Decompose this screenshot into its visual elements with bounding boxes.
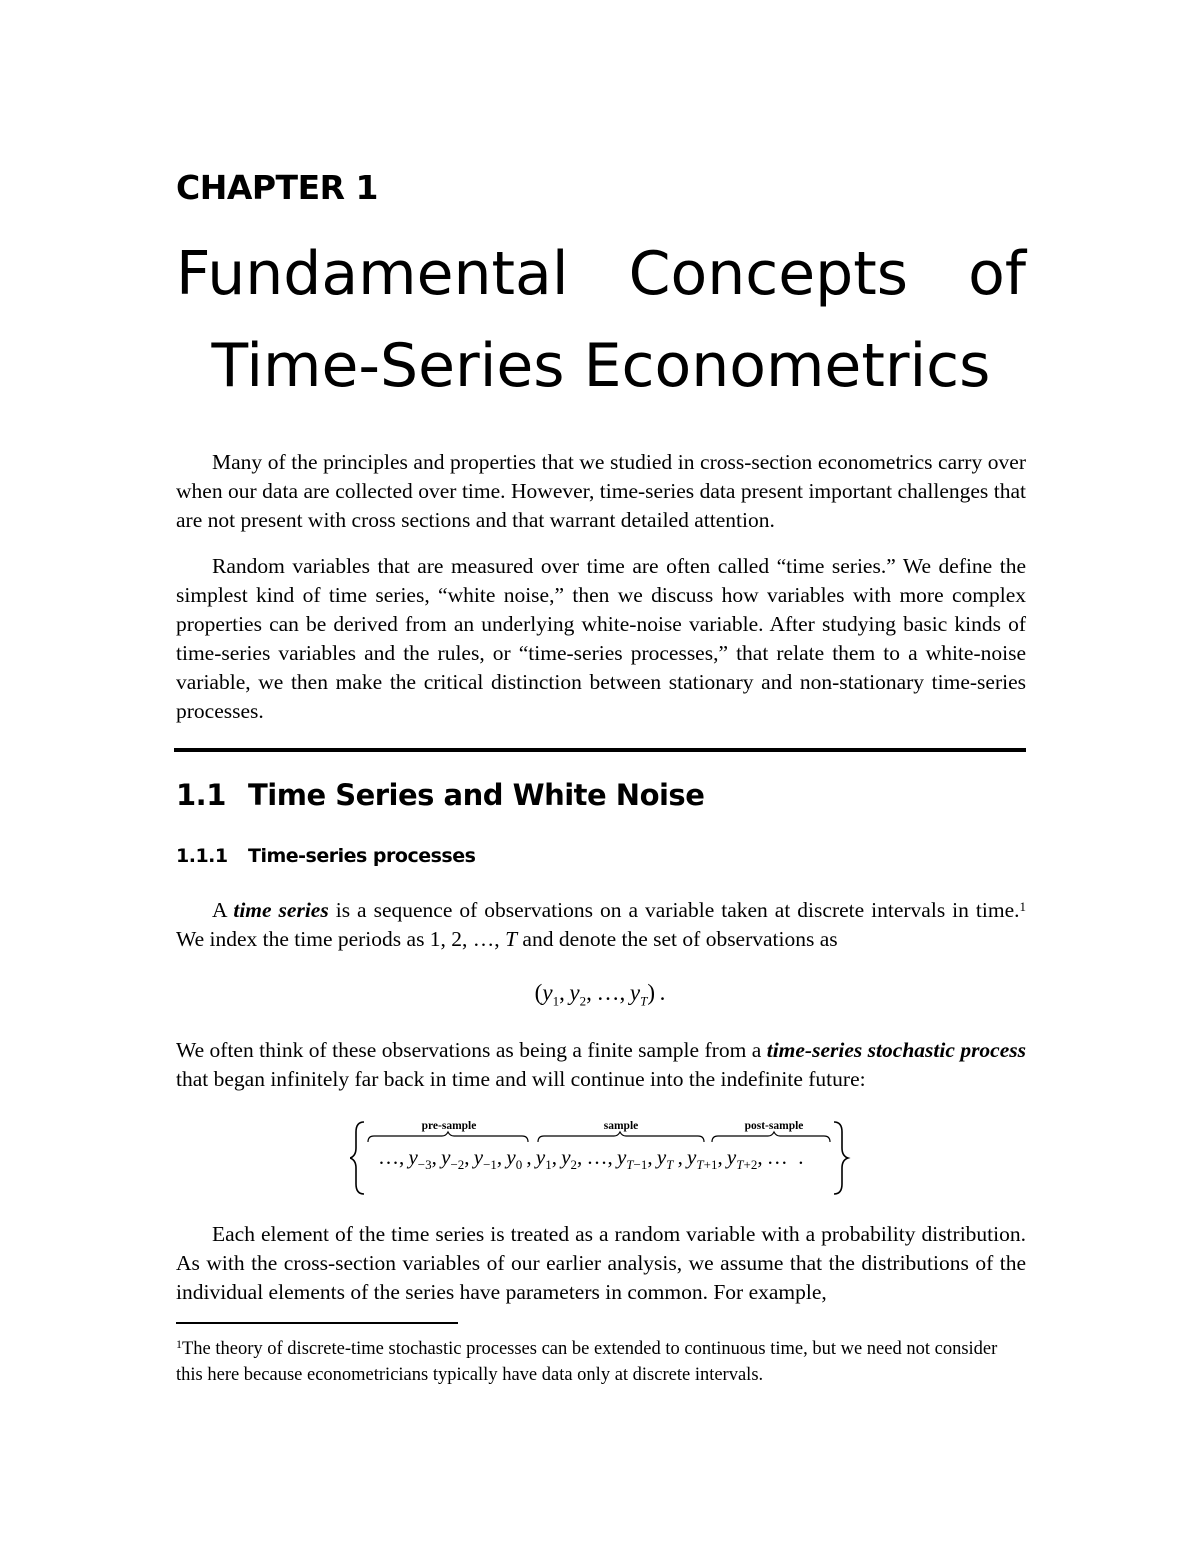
equation-process-sequence xyxy=(350,1118,870,1198)
footnote-reference[interactable]: 1 xyxy=(1019,899,1026,914)
intro-paragraph-1 xyxy=(176,448,1026,535)
text-run: We index the time periods as 1, 2, …, xyxy=(176,927,506,951)
defined-term: time series xyxy=(233,898,329,922)
section-title: Time Series and White Noise xyxy=(248,778,705,812)
body-paragraph-3-text: Each element of the time series is treated as a random variable with a probability distribution. As with the cross-section variables of our earlier analysis, we assume that the distributions of the individual elements of the series have parameters in common. For example, xyxy=(176,1222,1026,1304)
section-number: 1.1 xyxy=(176,778,226,812)
chapter-title xyxy=(176,228,1026,412)
subsection-heading xyxy=(176,845,475,867)
text-run: that began infinitely far back in time and will continue into the indefinite future: xyxy=(176,1067,866,1091)
label-pre-sample: pre-sample xyxy=(421,1120,477,1132)
math-variable: T xyxy=(505,927,518,951)
label-post-sample: post-sample xyxy=(744,1120,804,1132)
chapter-title-word: Fundamental xyxy=(176,239,569,309)
defined-term: time-series stochastic process xyxy=(766,1038,1027,1062)
chapter-label: CHAPTER 1 xyxy=(176,168,378,207)
chapter-title-word: Concepts xyxy=(628,239,909,309)
intro-paragraph-1-text: Many of the principles and properties that we studied in cross-section econometrics carry over when our data are collected over time. However, time-series data present important challenges that are not present with cross sections and that warrant detailed attention. xyxy=(176,450,1026,532)
footnote-text: The theory of discrete-time stochastic processes can be extended to continuous time, but we need not consider this here because econometricians typically have data only at discrete intervals. xyxy=(176,1339,998,1385)
chapter-title-word: of xyxy=(968,239,1026,309)
label-sample: sample xyxy=(603,1120,639,1132)
section-heading xyxy=(176,778,704,812)
subsection-title: Time-series processes xyxy=(248,845,476,867)
footnote-mark: 1 xyxy=(176,1337,182,1351)
section-divider xyxy=(174,748,1026,752)
subsection-number: 1.1.1 xyxy=(176,845,228,867)
intro-paragraph-2 xyxy=(176,552,1026,726)
text-run: and denote the set of observations as xyxy=(517,927,838,951)
intro-paragraph-2-text: Random variables that are measured over time are often called “time series.” We define the simplest kind of time series, “white noise,” then we discuss how variables with more complex properties can be derived from an underlying white-noise variable. After studying basic kinds of time-series variables and the rules, or “time-series processes,” that relate them to a white-noise variable, we then make the critical distinction between stationary and non-stationary time-series processes. xyxy=(176,554,1026,723)
chapter-title-line-2: Time-Series Econometrics xyxy=(211,331,991,401)
body-paragraph-2 xyxy=(176,1036,1026,1094)
footnote-separator xyxy=(176,1322,458,1324)
text-run: We often think of these observations as being a finite sample from a xyxy=(176,1038,767,1062)
chapter-title-line-1 xyxy=(176,228,1026,320)
body-paragraph-1 xyxy=(176,896,1026,954)
text-run: A xyxy=(212,898,234,922)
footnote xyxy=(176,1336,1026,1388)
sequence-terms: …, $y_{-3}$, $y_{-2}$, $y_{-1}$, $y_0$ , $y_1$, $y_2$, …, $y_{T-1}$, $y_T$ , $y_{T+1}$, $y_{T+2}$, … . xyxy=(378,1145,804,1173)
text-run: is a sequence of observations on a variable taken at discrete intervals in time. xyxy=(328,898,1020,922)
body-paragraph-3 xyxy=(176,1220,1026,1307)
equation-observation-set: ($y_1$, $y_2$, …, $y_T$) . xyxy=(534,980,666,1009)
